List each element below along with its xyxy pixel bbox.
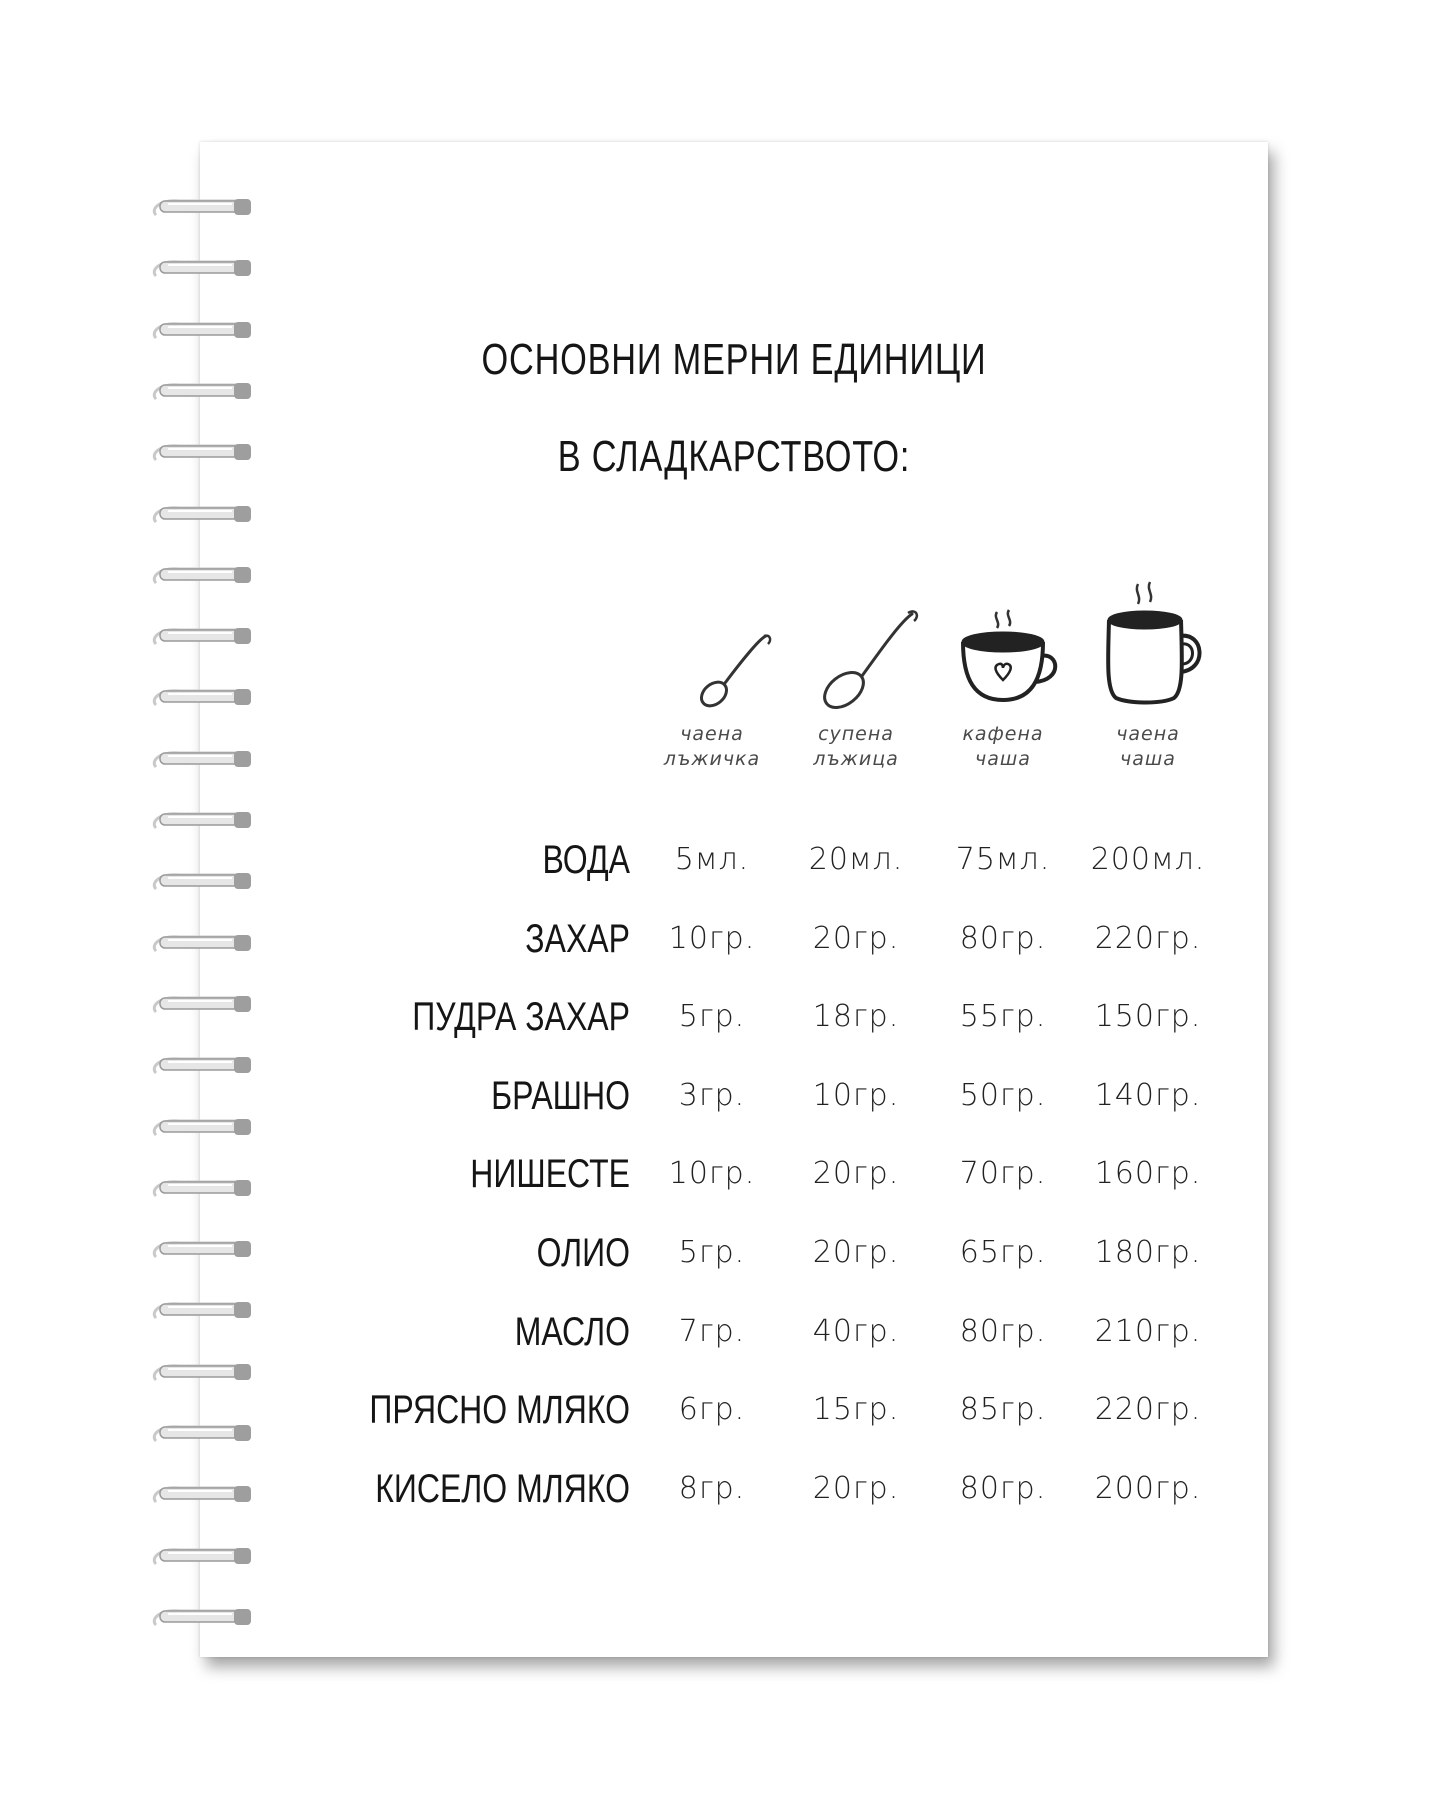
ingredient-label: ВОДА [542,838,630,882]
ingredient-label: НИШЕСТЕ [470,1152,630,1196]
spiral-coil [154,1609,251,1625]
spiral-coil [154,1241,251,1257]
measure-value: 75мл. [955,842,1051,877]
ingredient-label: ОЛИО [536,1231,630,1275]
ingredient-label: ПУДРА ЗАХАР [412,995,630,1039]
column-header [928,722,1078,772]
ingredient-label: ЗАХАР [525,917,630,961]
spiral-coil [154,322,251,338]
spiral-binding [0,0,260,1806]
measure-value: 200мл. [1090,842,1206,877]
measure-value: 20гр. [812,1235,900,1270]
measure-value: 50гр. [959,1078,1047,1113]
spiral-coil [154,812,251,828]
measure-value: 20гр. [812,1156,900,1191]
ingredient-label: БРАШНО [491,1074,630,1118]
column-header-line-1: супена [818,723,894,745]
column-header-line-2: лъжица [813,748,899,770]
column-header [781,722,931,772]
measure-value: 85гр. [959,1392,1047,1427]
measure-value: 55гр. [959,999,1047,1034]
ingredient-label: КИСЕЛО МЛЯКО [375,1467,630,1511]
column-header-line-1: кафена [962,723,1044,745]
column-header [1073,722,1223,772]
spiral-coil [154,1302,251,1318]
measure-value: 5гр. [678,999,746,1034]
spiral-coil [154,383,251,399]
spiral-coil [154,1119,251,1135]
spiral-coil [154,1057,251,1073]
spiral-coil [154,1180,251,1196]
measure-value: 180гр. [1094,1235,1202,1270]
spiral-coil [154,1486,251,1502]
measure-value: 70гр. [959,1156,1047,1191]
measure-value: 5мл. [674,842,750,877]
tablespoon-icon [808,604,928,712]
measure-value: 5гр. [678,1235,746,1270]
measure-value: 220гр. [1094,921,1202,956]
measure-value: 20мл. [808,842,904,877]
measure-value: 6гр. [678,1392,746,1427]
spiral-coil [154,996,251,1012]
spiral-coil [154,873,251,889]
page-title-line-1: ОСНОВНИ МЕРНИ ЕДИНИЦИ [481,335,987,384]
page-title-line-2: В СЛАДКАРСТВОТО: [557,432,911,481]
measure-value: 10гр. [668,1156,756,1191]
measure-value: 210гр. [1094,1314,1202,1349]
measure-value: 8гр. [678,1471,746,1506]
teaspoon-icon [680,628,790,710]
measure-value: 80гр. [959,921,1047,956]
ingredient-label: ПРЯСНО МЛЯКО [369,1388,630,1432]
spiral-coil [154,1425,251,1441]
spiral-coil [154,689,251,705]
measure-value: 40гр. [812,1314,900,1349]
measure-value: 15гр. [812,1392,900,1427]
measure-value: 200гр. [1094,1471,1202,1506]
measure-value: 10гр. [812,1078,900,1113]
measure-value: 80гр. [959,1314,1047,1349]
spiral-coil [154,628,251,644]
measure-value: 160гр. [1094,1156,1202,1191]
column-header-line-1: чаена [680,723,744,745]
spiral-coil [154,260,251,276]
column-header [637,722,787,772]
measure-value: 3гр. [678,1078,746,1113]
measure-value: 65гр. [959,1235,1047,1270]
ingredient-label: МАСЛО [514,1310,630,1354]
column-header-line-1: чаена [1116,723,1180,745]
spiral-coil [154,506,251,522]
column-header-line-2: чаша [1120,748,1176,770]
measure-value: 18гр. [812,999,900,1034]
measure-value: 220гр. [1094,1392,1202,1427]
measure-value: 150гр. [1094,999,1202,1034]
spiral-coil [154,444,251,460]
spiral-coil [154,199,251,215]
spiral-coil [154,1548,251,1564]
measure-value: 140гр. [1094,1078,1202,1113]
measure-value: 80гр. [959,1471,1047,1506]
spiral-coil [154,935,251,951]
measure-value: 7гр. [678,1314,746,1349]
measure-value: 20гр. [812,921,900,956]
spiral-coil [154,567,251,583]
spiral-coil [154,1364,251,1380]
measure-value: 10гр. [668,921,756,956]
measure-value: 20гр. [812,1471,900,1506]
column-header-line-2: чаша [975,748,1031,770]
tea-mug-icon [1100,580,1210,710]
spiral-coil [154,751,251,767]
column-header-line-2: лъжичка [663,748,761,770]
coffee-cup-icon [955,600,1065,710]
